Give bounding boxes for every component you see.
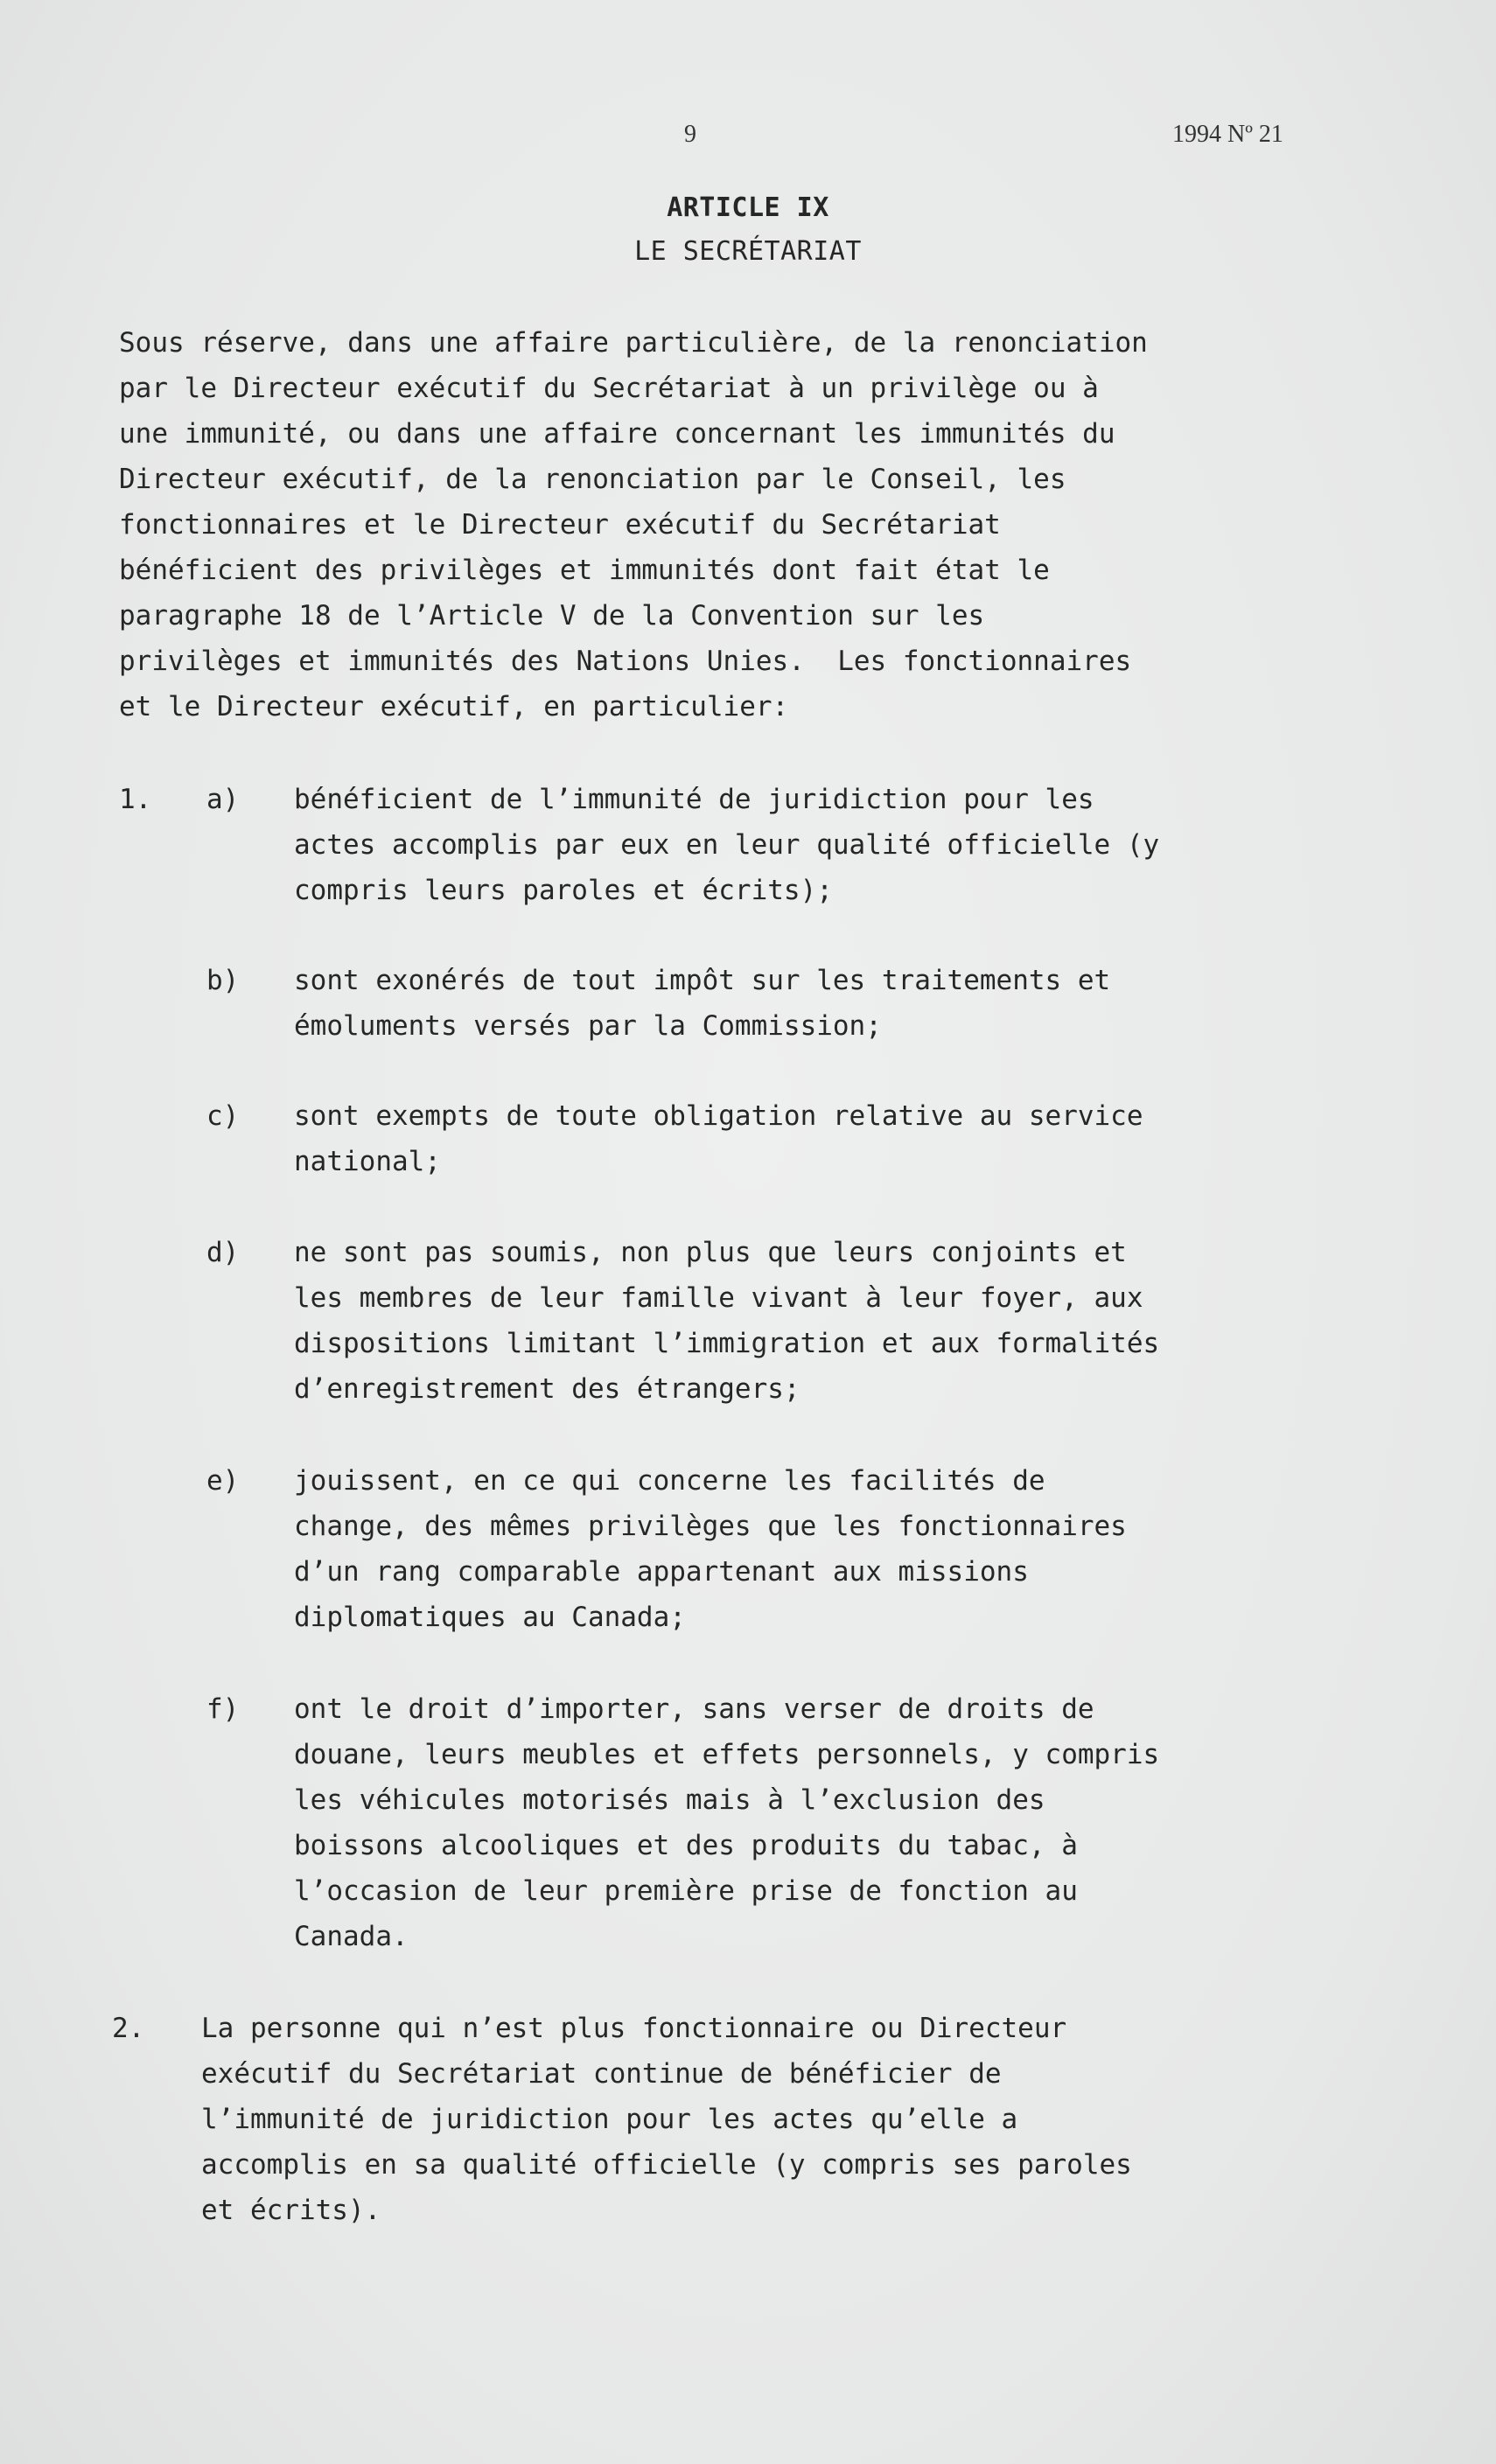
- text-line: les véhicules motorisés mais à l’exclusion des: [294, 1784, 1045, 1816]
- item-c-text: [294, 1093, 1143, 1184]
- text-line: ont le droit d’importer, sans verser de droits de: [294, 1693, 1094, 1725]
- text-line: et le Directeur exécutif, en particulier:: [119, 691, 789, 722]
- text-line: sont exonérés de tout impôt sur les traitements et: [294, 965, 1111, 996]
- item-f-letter: f): [206, 1693, 240, 1725]
- text-line: Canada.: [294, 1921, 409, 1952]
- text-line: d’un rang comparable appartenant aux missions: [294, 1556, 1029, 1588]
- text-line: et écrits).: [201, 2195, 381, 2226]
- text-line: compris leurs paroles et écrits);: [294, 875, 833, 906]
- text-line: Sous réserve, dans une affaire particulière, de la renonciation: [119, 327, 1148, 359]
- article-subtitle: LE SECRÉTARIAT: [634, 236, 862, 267]
- item-c-letter: c): [206, 1100, 240, 1132]
- text-line: douane, leurs meubles et effets personnels, y compris: [294, 1739, 1160, 1770]
- text-line: privilèges et immunités des Nations Unies. Les fonctionnaires: [119, 646, 1132, 677]
- section-2-number: 2.: [112, 2013, 145, 2044]
- text-line: boissons alcooliques et des produits du tabac, à: [294, 1830, 1078, 1861]
- item-d-letter: d): [206, 1237, 240, 1268]
- article-title: ARTICLE IX: [667, 192, 829, 223]
- text-line: ne sont pas soumis, non plus que leurs conjoints et: [294, 1237, 1127, 1268]
- text-line: bénéficient des privilèges et immunités dont fait état le: [119, 555, 1050, 586]
- item-b-text: [294, 958, 1110, 1049]
- item-a-text: [294, 777, 1159, 913]
- item-a-letter: a): [206, 784, 240, 815]
- text-line: paragraphe 18 de l’Article V de la Convention sur les: [119, 600, 985, 632]
- text-line: national;: [294, 1146, 441, 1177]
- text-line: fonctionnaires et le Directeur exécutif du Secrétariat: [119, 509, 1001, 541]
- text-line: l’occasion de leur première prise de fonction au: [294, 1875, 1078, 1907]
- page-number: 9: [684, 121, 696, 148]
- text-line: une immunité, ou dans une affaire concernant les immunités du: [119, 418, 1115, 450]
- text-line: par le Directeur exécutif du Secrétariat à un privilège ou à: [119, 373, 1099, 404]
- text-line: diplomatiques au Canada;: [294, 1602, 686, 1633]
- section-1-number: 1.: [119, 784, 152, 815]
- text-line: d’enregistrement des étrangers;: [294, 1373, 800, 1405]
- text-line: émoluments versés par la Commission;: [294, 1010, 882, 1042]
- text-line: La personne qui n’est plus fonctionnaire ou Directeur: [201, 2013, 1067, 2044]
- text-line: jouissent, en ce qui concerne les facilités de: [294, 1465, 1045, 1497]
- text-line: les membres de leur famille vivant à leur foyer, aux: [294, 1282, 1143, 1314]
- intro-paragraph: [119, 320, 1148, 729]
- text-line: dispositions limitant l’immigration et aux formalités: [294, 1328, 1160, 1359]
- section-2-text: [201, 2006, 1132, 2233]
- text-line: accomplis en sa qualité officielle (y compris ses paroles: [201, 2149, 1132, 2181]
- item-e-letter: e): [206, 1465, 240, 1497]
- item-e-text: [294, 1458, 1127, 1640]
- text-line: sont exempts de toute obligation relative au service: [294, 1100, 1143, 1132]
- item-b-letter: b): [206, 965, 240, 996]
- text-line: l’immunité de juridiction pour les actes qu’elle a: [201, 2104, 1018, 2135]
- text-line: exécutif du Secrétariat continue de bénéficier de: [201, 2058, 1002, 2090]
- text-line: change, des mêmes privilèges que les fonctionnaires: [294, 1511, 1127, 1542]
- text-line: Directeur exécutif, de la renonciation par le Conseil, les: [119, 464, 1066, 495]
- text-line: bénéficient de l’immunité de juridiction pour les: [294, 784, 1094, 815]
- item-f-text: [294, 1686, 1159, 1959]
- document-reference: 1994 Nº 21: [1172, 121, 1283, 148]
- text-line: actes accomplis par eux en leur qualité officielle (y: [294, 829, 1160, 861]
- item-d-text: [294, 1230, 1159, 1412]
